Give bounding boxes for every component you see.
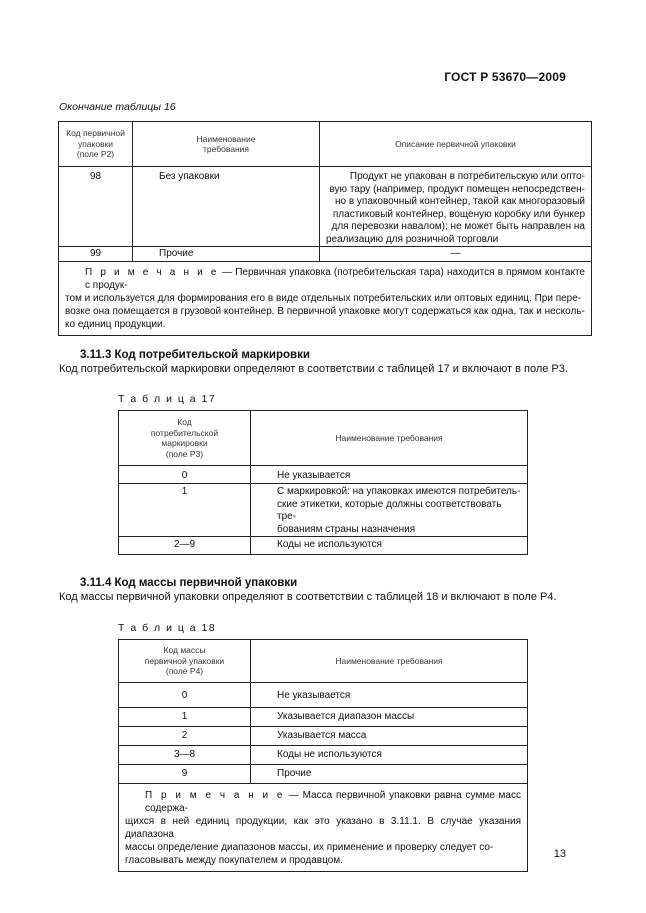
t18-code-cell: 2 <box>119 727 251 746</box>
document-id: ГОСТ Р 53670—2009 <box>444 70 566 84</box>
table-row <box>119 484 528 537</box>
t18-code-cell: 1 <box>119 708 251 727</box>
table18-caption: Т а б л и ц а 18 <box>118 622 217 634</box>
t18-name-cell: Указывается диапазон массы <box>251 708 528 727</box>
table-16 <box>58 121 592 336</box>
table-row <box>119 765 528 784</box>
t18-name-cell: Коды не используются <box>251 746 528 765</box>
table-row <box>59 247 592 262</box>
t17-code-cell: 1 <box>119 484 251 537</box>
t18-code-cell: 0 <box>119 689 251 708</box>
table-18 <box>118 639 528 872</box>
table-row <box>119 746 528 765</box>
t16-code-cell: 99 <box>59 247 133 262</box>
t16-col-code-header: Код первичной упаковки (поле Р2) <box>59 122 133 167</box>
t16-note-row <box>59 262 592 336</box>
table16-caption: Окончание таблицы 16 <box>59 101 176 113</box>
t16-name-cell: Без упаковки <box>133 167 320 247</box>
t17-name-cell: Коды не используются <box>251 537 528 555</box>
table-row <box>119 466 528 484</box>
t16-col-name-header: Наименование требования <box>133 122 320 167</box>
t16-code-cell: 98 <box>59 167 133 247</box>
section-3114-text: Код массы первичной упаковки определяют в соответствии с таблицей 18 и включают в поле Р4. <box>59 591 557 603</box>
t18-col-name-header: Наименование требования <box>251 640 528 683</box>
table-row <box>119 708 528 727</box>
table-row <box>119 537 528 555</box>
table-17 <box>118 410 528 555</box>
t18-note-row <box>119 784 528 872</box>
t16-desc-cell: Продукт не упакован в потребительскую или опто- вую тару (например, продукт помещен непосредствен- но в упаковочный контейнер, такой как многоразовый пластиковый контейнер, вощеную коробку или бункер для перевозки навалом); не может быть направлен на реализацию для розничной торговли <box>320 167 592 247</box>
t16-col-desc-header: Описание первичной упаковки <box>320 122 592 167</box>
t18-col-code-header: Код массы первичной упаковки (поле Р4) <box>119 640 251 683</box>
t18-note: П р и м е ч а н и е — Масса первичной упаковки равна сумме масс содержа- щихся в ней единиц продукции, как это указано в 3.11.1. В случае указания диапазона массы определение диапазонов массы, их применение и проверку следует со- гласовывать между покупателем и продавцом. <box>119 784 528 872</box>
page-number: 13 <box>553 848 566 860</box>
t17-name-cell: С маркировкой: на упаковках имеются потребитель- ские этикетки, которые должны соответствовать тре- бованиям страны назначения <box>251 484 528 537</box>
section-3113-text: Код потребительской маркировки определяют в соответствии с таблицей 17 и включают в поле Р3. <box>59 363 568 375</box>
t16-note: П р и м е ч а н и е — Первичная упаковка (потребительская тара) находится в прямом контакте с продук- том и используется для формирования его в виде отдельных потребительских или оптовых единиц. При пере- возке она помещается в грузовой контейнер. В первичной упаковке могут содержаться как одна, так и несколь- ко единиц продукции. <box>59 262 592 336</box>
t17-code-cell: 2—9 <box>119 537 251 555</box>
t18-name-cell: Не указывается <box>251 689 528 708</box>
table-row <box>119 689 528 708</box>
section-3114-title: 3.11.4 Код массы первичной упаковки <box>80 577 298 589</box>
t16-name-cell: Прочие <box>133 247 320 262</box>
t17-col-code-header: Код потребительской маркировки (поле Р3) <box>119 411 251 466</box>
table17-caption: Т а б л и ц а 17 <box>118 393 217 405</box>
t18-name-cell: Прочие <box>251 765 528 784</box>
t16-desc-cell: — <box>320 247 592 262</box>
t18-name-cell: Указывается масса <box>251 727 528 746</box>
section-3113-title: 3.11.3 Код потребительской маркировки <box>80 349 310 361</box>
t17-name-cell: Не указывается <box>251 466 528 484</box>
t18-code-cell: 3—8 <box>119 746 251 765</box>
t17-code-cell: 0 <box>119 466 251 484</box>
t18-code-cell: 9 <box>119 765 251 784</box>
table-row <box>59 167 592 247</box>
t17-col-name-header: Наименование требования <box>251 411 528 466</box>
table-row <box>119 727 528 746</box>
